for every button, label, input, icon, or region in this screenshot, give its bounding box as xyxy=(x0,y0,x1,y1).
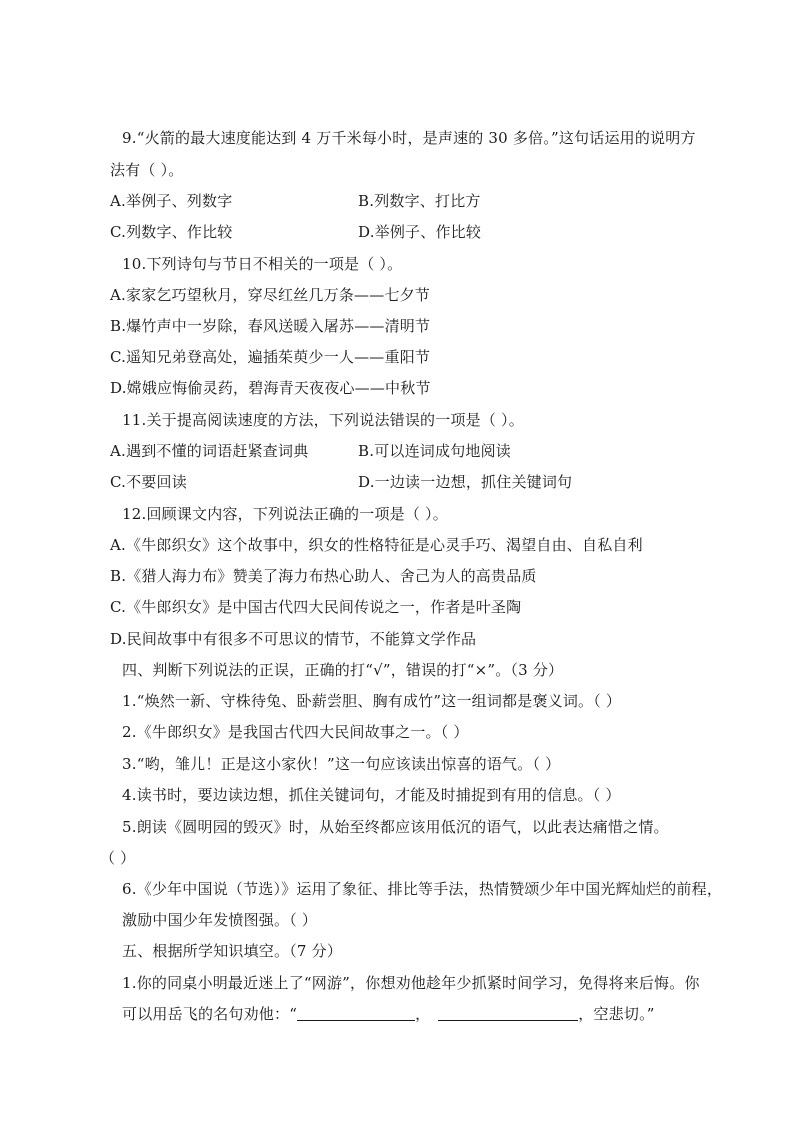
q12-stem: 12.回顾课文内容，下列说法正确的一项是（ ）。 xyxy=(122,505,448,523)
q12-option-d: D.民间故事中有很多不可思议的情节，不能算文学作品 xyxy=(110,630,477,648)
section4-item-6-line1: 6.《少年中国说（节选）》运用了象征、排比等手法，热情赞颂少年中国光辉灿烂的前程， xyxy=(122,880,723,898)
section5-heading: 五、根据所学知识填空。（7 分） xyxy=(122,942,343,960)
section4-item-4: 4.读书时，要边读边想，抓住关键词句，才能及时捕捉到有用的信息。（ ） xyxy=(122,786,621,804)
section5-item-1-line1: 1.你的同桌小明最近迷上了“网游”，你想劝他趁年少抓紧时间学习，免得将来后悔。你 xyxy=(122,974,700,992)
q9-stem-line1: 9.“火箭的最大速度能达到 4 万千米每小时，是声速的 30 多倍。”这句话运用的说明方 xyxy=(122,129,696,147)
q11-option-c: C.不要回读 xyxy=(110,473,187,491)
section4-item-5-line1: 5.朗读《圆明园的毁灭》时，从始至终都应该用低沉的语气，以此表达痛惜之情。 xyxy=(122,818,669,836)
section4-heading: 四、判断下列说法的正误，正确的打“√”，错误的打“×”。（3 分） xyxy=(122,661,564,679)
q12-option-b: B.《猎人海力布》赞美了海力布热心助人、舍己为人的高贵品质 xyxy=(110,567,537,585)
q9-stem-line2: 法有（ ）。 xyxy=(110,161,184,179)
section5-item-1-sep: ， xyxy=(415,1005,431,1023)
section5-item-1-prefix: 可以用岳飞的名句劝他：“ xyxy=(122,1005,298,1023)
answer-blank-2[interactable] xyxy=(438,1005,578,1021)
q9-option-b: B.列数字、打比方 xyxy=(358,192,481,210)
q10-option-a: A.家家乞巧望秋月，穿尽红丝几万条——七夕节 xyxy=(110,286,431,304)
q10-stem: 10.下列诗句与节日不相关的一项是（ ）。 xyxy=(122,255,403,273)
q12-option-a: A.《牛郎织女》这个故事中，织女的性格特征是心灵手巧、渴望自由、自私自利 xyxy=(110,536,643,554)
section5-item-1-suffix: ，空悲切。” xyxy=(578,1005,655,1023)
q11-option-d: D.一边读一边想，抓住关键词句 xyxy=(358,473,573,491)
q9-option-c: C.列数字、作比较 xyxy=(110,223,233,241)
q10-option-c: C.遥知兄弟登高处，遍插茱萸少一人——重阳节 xyxy=(110,348,431,366)
q9-option-d: D.举例子、作比较 xyxy=(358,223,482,241)
q12-option-c: C.《牛郎织女》是中国古代四大民间传说之一，作者是叶圣陶 xyxy=(110,598,522,616)
section4-item-6-line2: 激励中国少年发愤图强。（ ） xyxy=(122,911,318,929)
q9-option-a: A.举例子、列数字 xyxy=(110,192,233,210)
q11-stem: 11.关于提高阅读速度的方法，下列说法错误的一项是（ ）。 xyxy=(122,411,524,429)
q10-option-b: B.爆竹声中一岁除，春风送暖入屠苏——清明节 xyxy=(110,317,431,335)
section4-item-5-line2: （ ） xyxy=(100,849,136,867)
section5-item-1-line2 xyxy=(122,1004,655,1024)
section4-item-1: 1.“焕然一新、守株待兔、卧薪尝胆、胸有成竹”这一组词都是褒义词。（ ） xyxy=(122,692,622,710)
q11-option-b: B.可以连词成句地阅读 xyxy=(358,442,511,460)
section4-item-3: 3.“哟，雏儿！正是这小家伙！”这一句应该读出惊喜的语气。（ ） xyxy=(122,755,561,773)
section4-item-2: 2.《牛郎织女》是我国古代四大民间故事之一。（ ） xyxy=(122,723,469,741)
q11-option-a: A.遇到不懂的词语赶紧查词典 xyxy=(110,442,309,460)
answer-blank-1[interactable] xyxy=(297,1005,415,1021)
q10-option-d: D.嫦娥应悔偷灵药，碧海青天夜夜心——中秋节 xyxy=(110,379,431,397)
